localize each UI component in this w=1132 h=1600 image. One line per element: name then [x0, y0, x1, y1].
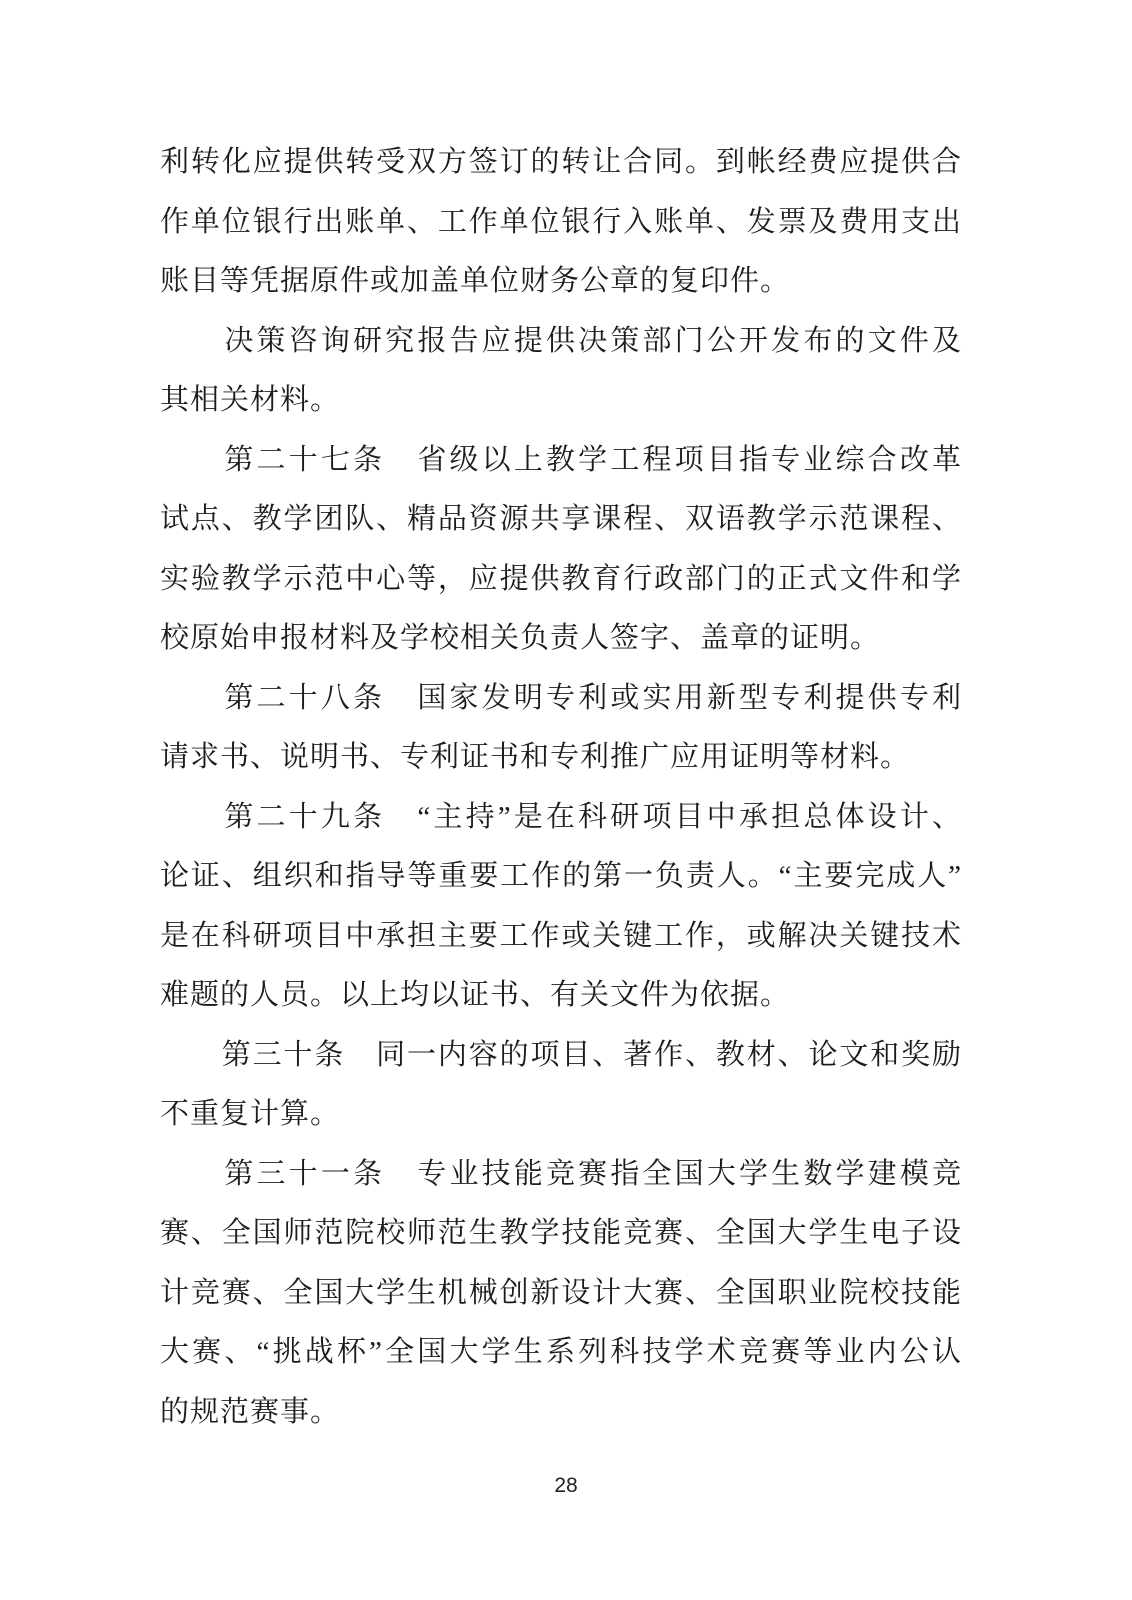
text-line: 不重复计算。: [160, 1098, 341, 1130]
text-line: 大赛、“挑战杯”全国大学生系列科技学术竞赛等业内公认: [160, 1336, 962, 1368]
document-text-block: [160, 133, 962, 1442]
text-line-article-31: 第三十一条 专业技能竞赛指全国大学生数学建模竞: [160, 1157, 962, 1190]
text-line: 试点、教学团队、精品资源共享课程、双语教学示范课程、: [160, 503, 962, 535]
text-line: 作单位银行出账单、工作单位银行入账单、发票及费用支出: [160, 205, 962, 238]
text-line: 赛、全国师范院校师范生教学技能竞赛、全国大学生电子设: [160, 1217, 962, 1249]
text-line-article-29: 第二十九条 “主持”是在科研项目中承担总体设计、: [160, 800, 962, 833]
text-line: 论证、组织和指导等重要工作的第一负责人。“主要完成人”: [160, 860, 962, 892]
text-line-article-27: 第二十七条 省级以上教学工程项目指专业综合改革: [160, 443, 962, 476]
text-line: 决策咨询研究报告应提供决策部门公开发布的文件及: [160, 324, 962, 357]
text-line: 实验教学示范中心等，应提供教育行政部门的正式文件和学: [160, 562, 962, 595]
text-line: 请求书、说明书、专利证书和专利推广应用证明等材料。: [160, 741, 911, 773]
text-line: 校原始申报材料及学校相关负责人签字、盖章的证明。: [160, 622, 881, 654]
text-line: 计竞赛、全国大学生机械创新设计大赛、全国职业院校技能: [160, 1276, 962, 1309]
text-line-article-30: 第三十条 同一内容的项目、著作、教材、论文和奖励: [160, 1038, 962, 1071]
text-line: 其相关材料。: [160, 384, 341, 416]
page-number: 28: [554, 1474, 578, 1497]
text-line: 利转化应提供转受双方签订的转让合同。到帐经费应提供合: [160, 146, 962, 178]
text-line: 的规范赛事。: [160, 1395, 341, 1428]
text-line: 是在科研项目中承担主要工作或关键工作，或解决关键技术: [160, 919, 962, 952]
text-line: 难题的人员。以上均以证书、有关文件为依据。: [160, 979, 791, 1011]
text-line-article-28: 第二十八条 国家发明专利或实用新型专利提供专利: [160, 681, 962, 714]
text-line: 账目等凭据原件或加盖单位财务公章的复印件。: [160, 265, 791, 297]
